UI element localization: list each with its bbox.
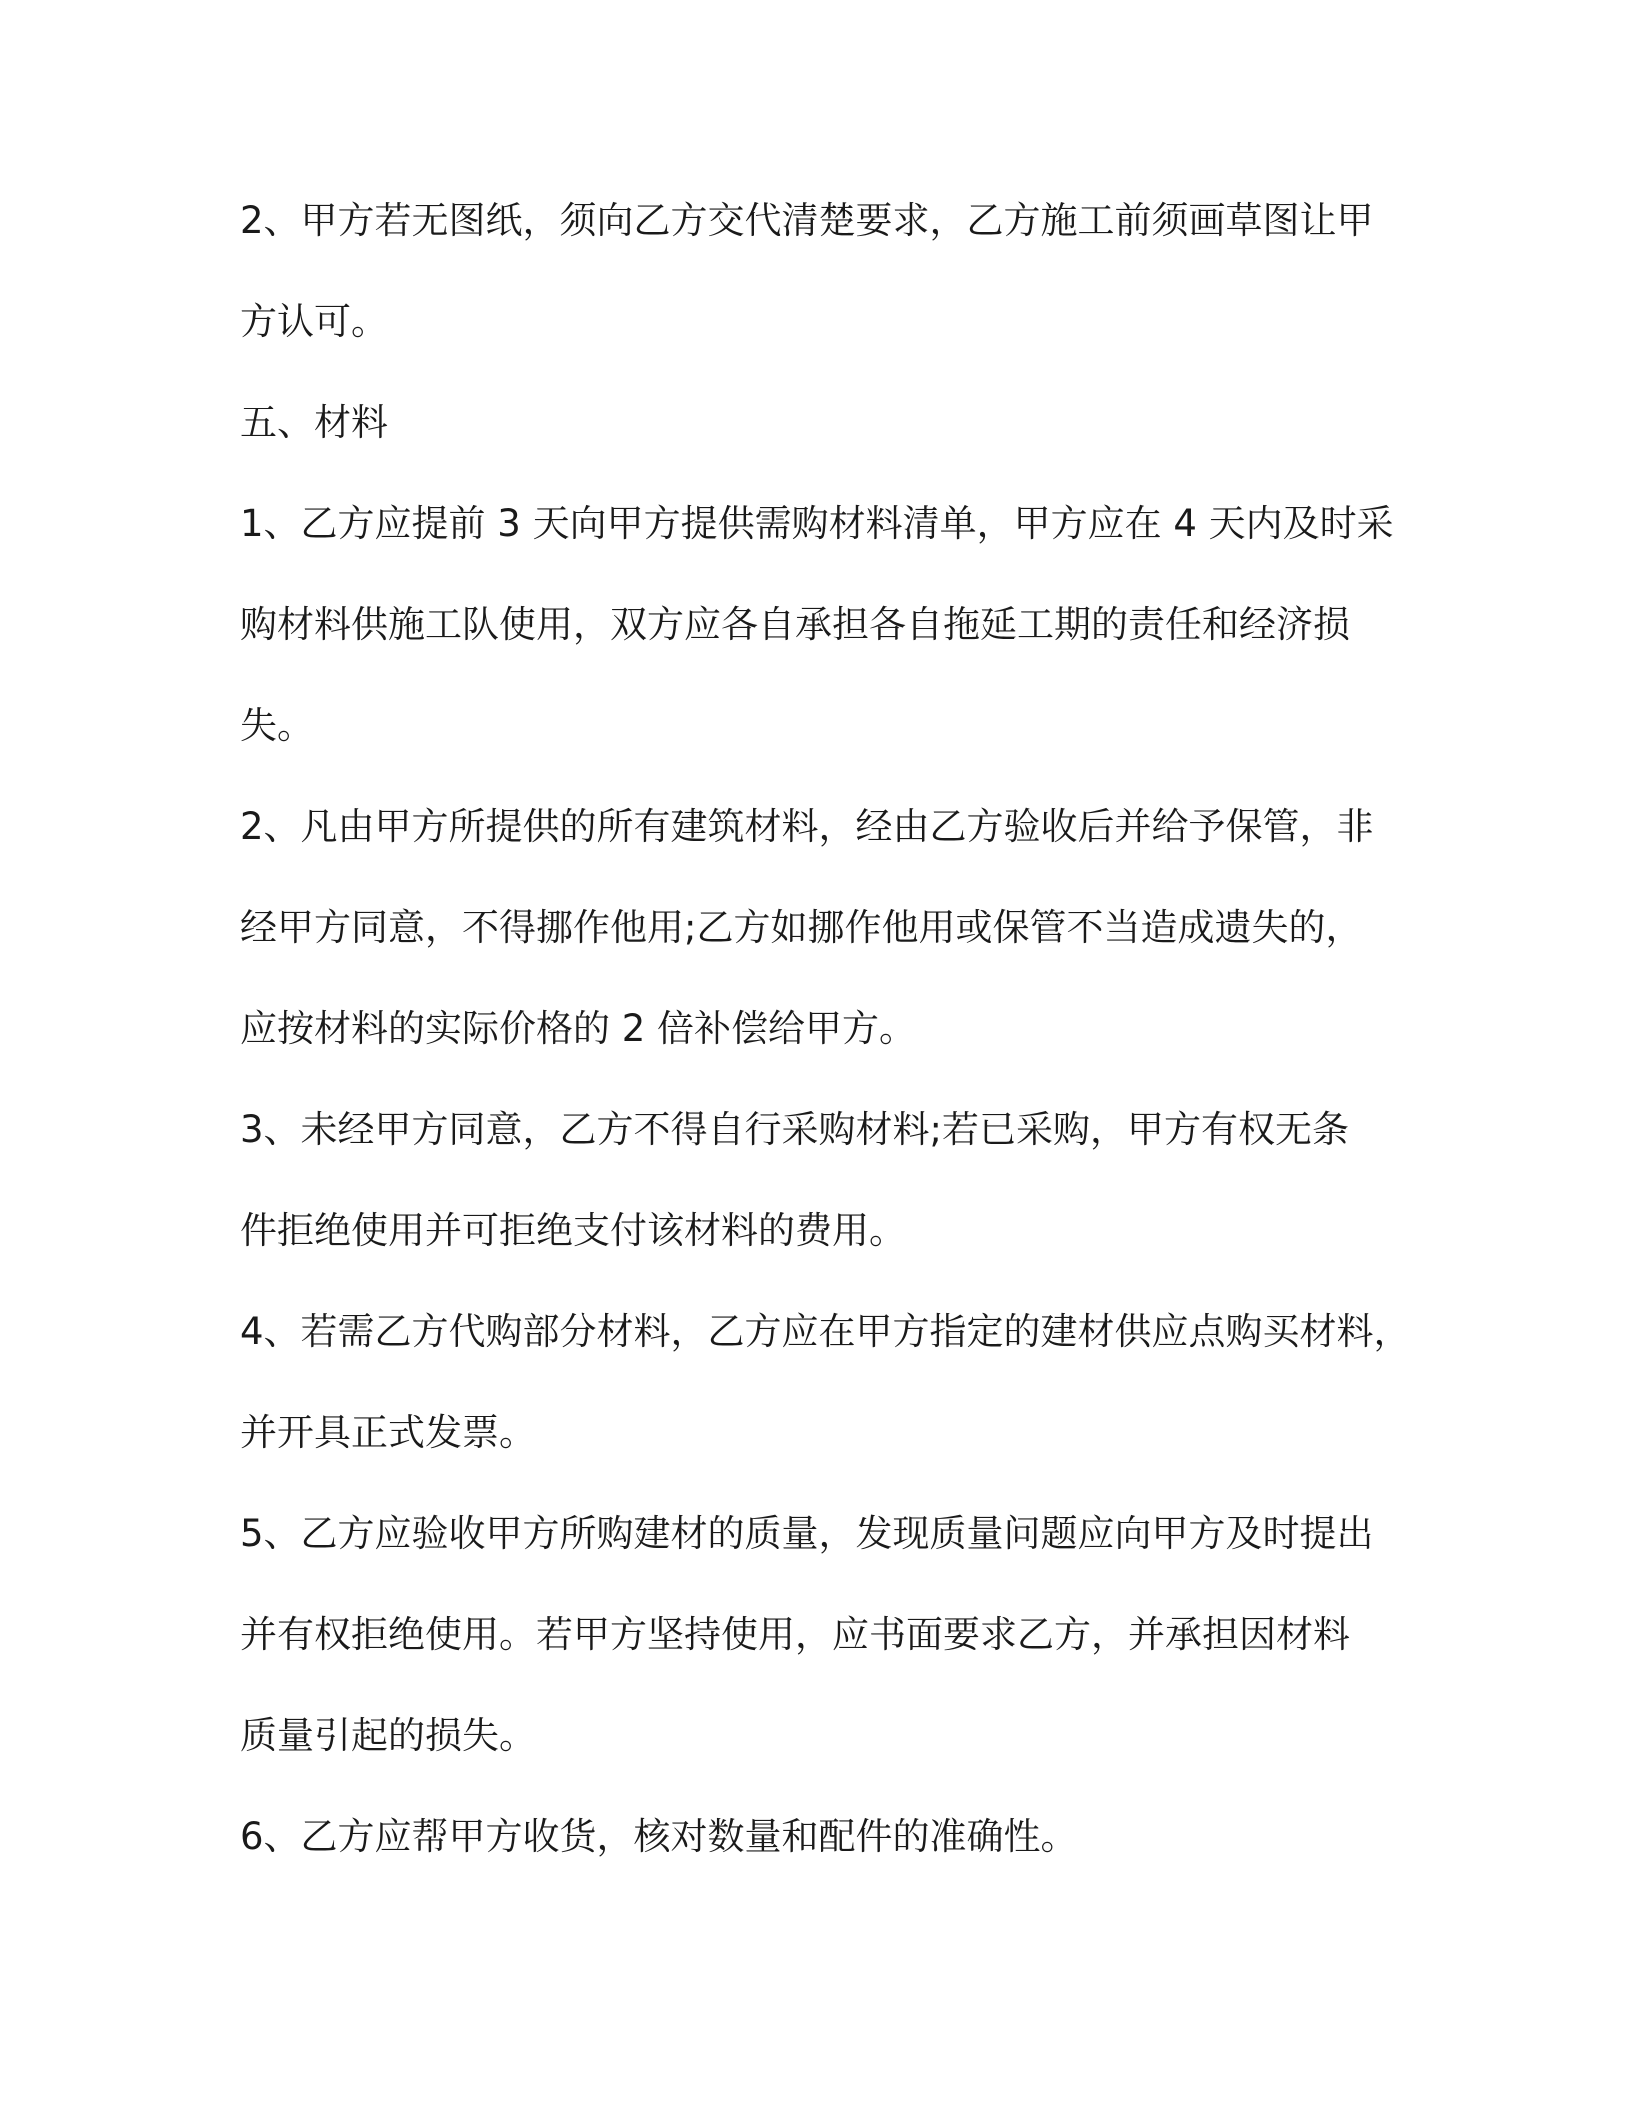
- text-line-material-4-part-1: 4、若需乙方代购部分材料，乙方应在甲方指定的建材供应点购买材料，: [240, 1310, 1411, 1353]
- text-line-clause-2-part-2: 方认可。: [240, 300, 388, 343]
- text-line-material-3-part-1: 3、未经甲方同意，乙方不得自行采购材料;若已采购，甲方有权无条: [240, 1108, 1350, 1151]
- text-line-material-1-part-1: 1、乙方应提前 3 天向甲方提供需购材料清单，甲方应在 4 天内及时采: [240, 502, 1394, 545]
- document-body: [240, 170, 1440, 1887]
- text-line-material-5-part-1: 5、乙方应验收甲方所购建材的质量，发现质量问题应向甲方及时提出: [240, 1512, 1374, 1555]
- section-heading-materials: 五、材料: [240, 401, 388, 444]
- text-line-material-1-part-3: 失。: [240, 704, 314, 747]
- text-line-material-2-part-3: 应按材料的实际价格的 2 倍补偿给甲方。: [240, 1007, 917, 1050]
- text-line-material-3-part-2: 件拒绝使用并可拒绝支付该材料的费用。: [240, 1209, 906, 1252]
- text-line-material-5-part-3: 质量引起的损失。: [240, 1714, 536, 1757]
- text-line-material-2-part-2: 经甲方同意，不得挪作他用;乙方如挪作他用或保管不当造成遗失的，: [240, 906, 1363, 949]
- text-line-material-5-part-2: 并有权拒绝使用。若甲方坚持使用，应书面要求乙方，并承担因材料: [240, 1613, 1350, 1656]
- text-line-clause-2-part-1: 2、甲方若无图纸，须向乙方交代清楚要求，乙方施工前须画草图让甲: [240, 199, 1374, 242]
- text-line-material-4-part-2: 并开具正式发票。: [240, 1411, 536, 1454]
- text-line-material-1-part-2: 购材料供施工队使用，双方应各自承担各自拖延工期的责任和经济损: [240, 603, 1350, 646]
- text-line-material-2-part-1: 2、凡由甲方所提供的所有建筑材料，经由乙方验收后并给予保管，非: [240, 805, 1374, 848]
- text-line-material-6: 6、乙方应帮甲方收货，核对数量和配件的准确性。: [240, 1815, 1078, 1858]
